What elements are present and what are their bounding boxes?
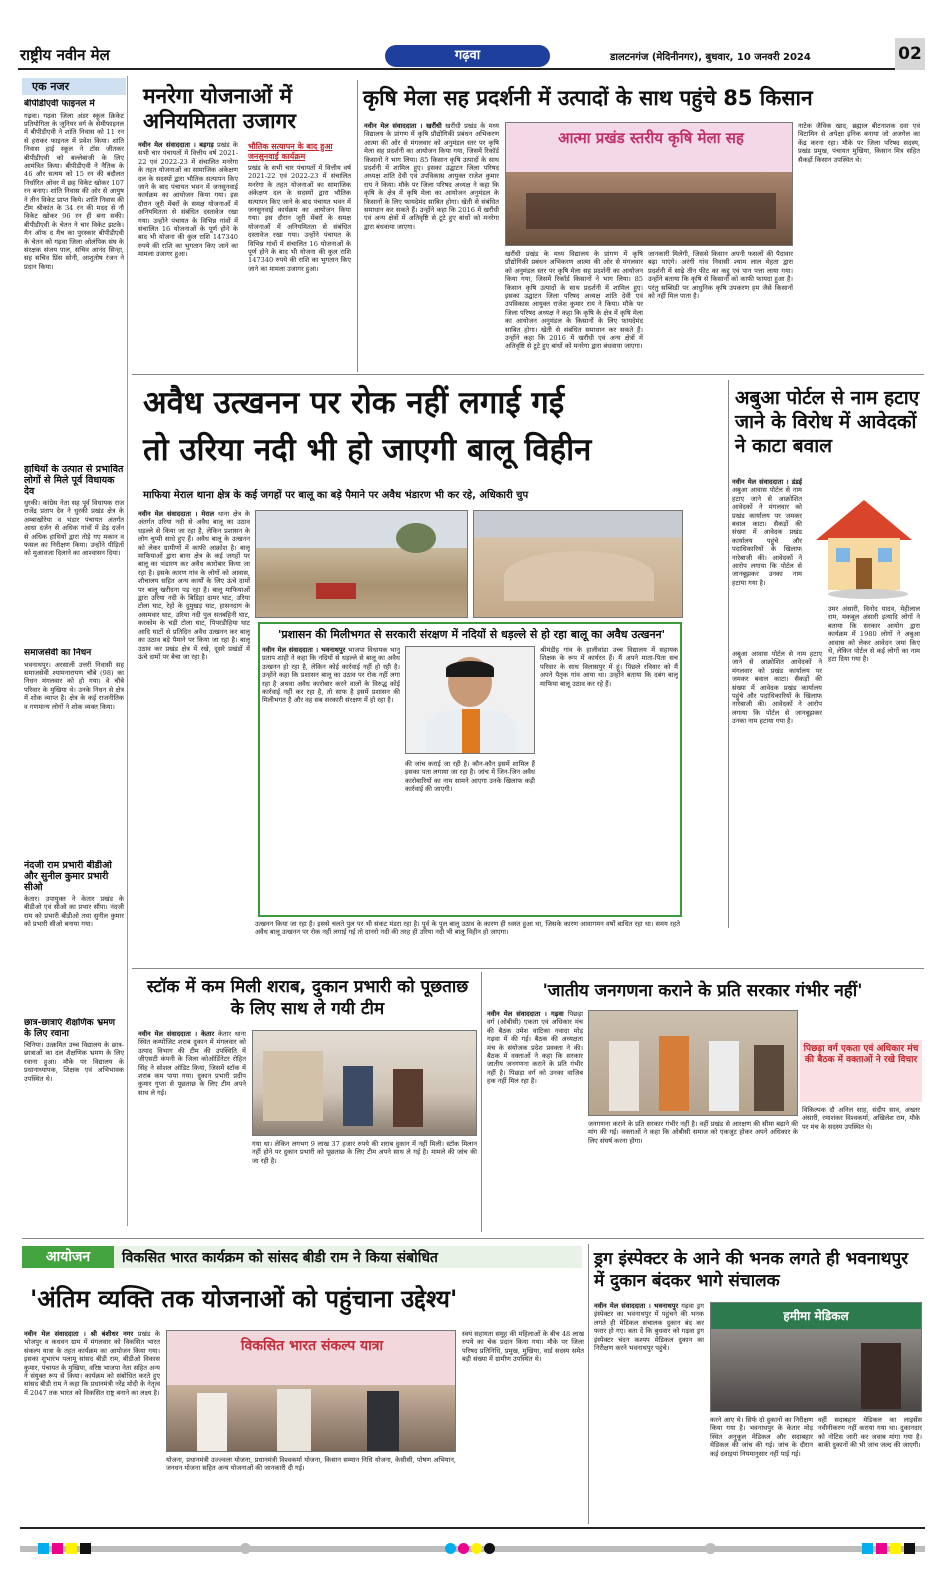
jatiya-body-col2 — [588, 1120, 798, 1232]
sidebar-item-headline: नंदजी राम प्रभारी बीडीओ और सुनील कुमार प्रभारी सीओ — [24, 860, 112, 893]
sidebar-item-headline: हाथियों के उत्पात से प्रभावित लोगों से मिले पूर्व विधायक देव — [24, 464, 124, 497]
obc-subhead-box — [800, 1040, 922, 1102]
registration-yellow — [66, 1543, 77, 1554]
article-text: स्वयं सहायता समूह की महिलाओं के बीच 48 लाख रुपये का चेक प्रदान किया गया। मौके पर जिला परिषद प्रतिनिधि, प्रमुख, मुखिया, वार्ड सदस्य समेत बड़ी संख्या में ग्रामीण उपस्थित थे। — [462, 1330, 584, 1364]
article-text: गढ़वा ड्रग इंस्पेक्टर का भवनाथपुर में पहुंचने की भनक लगते ही मेडिकल संचालक दुकान बंद कर फरार हो गए। बता दें कि बुधवार को गढ़वा ड्रग इंस्पेक्टर चंदन कश्यप मेडिकल दुकान का निरीक्षण करने भवनाथपुर पहुंचे। — [594, 1302, 704, 1353]
sand-mining-photo-2 — [473, 510, 683, 618]
jatiya-headline: 'जातीय जनगणना कराने के प्रति सरकार गंभीर नहीं' — [542, 981, 863, 1001]
sharab-headline: स्टॉक में कम मिली शराब, दुकान प्रभारी को पूछताछ के लिए साथ ले गयी टीम — [146, 977, 469, 1019]
registration-dot-cyan — [445, 1543, 456, 1554]
sharab-body — [138, 1030, 246, 1230]
person — [343, 1066, 373, 1126]
stage-people — [526, 193, 776, 229]
hair — [446, 661, 494, 677]
drug-body-col3 — [818, 1416, 922, 1522]
article-text: नाटेक जैविक खाद, ब्रह्माल बीटनाशक दवा एवं विटामिन से अपेक्षा इनिक बनाया जो अजगेल का केंद्र करना रहा। मौके पर जिला परिषद सदस्य, प्रखंड प्रमुख, पंचायत मुखिया, किसान मित्र सहित सैकड़ों किसान उपस्थित थे। — [798, 122, 920, 164]
krishi-headline: कृषि मेला सह प्रदर्शनी में उत्पादों के साथ पहुंचे 85 किसान — [363, 86, 813, 110]
article-text: भाजपा विधायक भानु प्रताप शाही ने कहा कि नदियों से धड़ल्ले से बालू का अवैध उत्खनन हो रहा है, लेकिन कोई कार्रवाई नहीं हो रही है। उन्होंने कहा कि प्रशासन बालू का उठाव पर रोक नहीं लगा रहा है अथवा अवैध कारोबार करने वालों के विरुद्ध कोई कार्रवाई नहीं कर रहा है, तो साफ है इसमें प्रशासन की मिलीभगत है और वह सब सरकारी संरक्षण में हो रहा है। — [262, 646, 400, 705]
krishi-body — [364, 122, 499, 372]
medical-shop-photo — [710, 1302, 922, 1412]
dateline: डालटनगंज (मेदिनीनगर), बुधवार, 10 जनवरी 2024 — [610, 52, 811, 63]
article-text: अबुआ आवास पोर्टल से नाम हटाए जाने से आक्रोशित आवेदकों ने मंगलवार को प्रखंड कार्यालय पर जमकर बवाल काटा। सैकड़ों की संख्या में आवेदक प्रखंड कार्यालय पहुंचे और पदाधिकारियों के खिलाफ नारेबाजी की। आवेदकों ने आरोप लगाया कि पोर्टल से जानबूझकर उनका नाम हटाया गया है। — [732, 486, 802, 587]
registration-dot-magenta — [458, 1543, 469, 1554]
mnrega-body-col2 — [248, 164, 351, 371]
mnrega-body — [138, 141, 238, 371]
sidebar-item-body: भवनाथपुर। अरसाली उत्तरी निवासी सह समाजसेवी श्यामनारायण चौबे (98) का निधन मंगलवार को हो गया। वे चौबे परिवार के मुखिया थे। उनके निधन से क्षेत्र में शोक व्याप्त है। क्षेत्र के कई राजनीतिक व गणमान्य लोगों ने शोक व्यक्त किया। — [24, 660, 124, 711]
sidebar-item-headline: बीपीडीएवी फाइनल में — [24, 99, 95, 109]
obc-box-title: पिछड़ा वर्ग एकता एवं अधिकार मंच की बैठक में वक्ताओं ने रखे विचार — [803, 1044, 919, 1065]
house-illustration-icon — [808, 490, 920, 600]
jatiya-body-col3 — [802, 1106, 920, 1232]
antim-body-col2 — [166, 1456, 456, 1522]
krishi-mela-photo — [505, 122, 793, 246]
sidebar-item-headline: समाजसेवी का निधन — [24, 648, 92, 658]
drug-headline: ड्रग इंस्पेक्टर के आने की भनक लगते ही भवनाथपुर में दुकान बंदकर भागे संचालक — [594, 1249, 909, 1291]
balu-body — [138, 510, 250, 927]
registration-yellow — [890, 1543, 901, 1554]
drug-body — [594, 1302, 704, 1522]
photo-banner-text: विकसित भारत संकल्प यात्रा — [240, 1338, 384, 1354]
byline: नवीन मेल संवाददाता । केतार — [138, 1030, 215, 1038]
abua-body-col2 — [732, 650, 822, 928]
sidebar-item-body: केतार। उपायुक्त ने केतार प्रखंड के बीडीओ एवं सीओ का प्रभार सौंपा। नंदजी राम को प्रभारी बीडीओ तथा सुनील कुमार को प्रभारी सीओ बनाया गया। — [24, 895, 124, 929]
mnrega-subhead: भौतिक सत्यापन के बाद हुआ जनसुनवाई कार्यक्रम — [248, 141, 333, 161]
byline: नवीन मेल संवाददाता । बड़गड़ — [138, 141, 214, 149]
saffron-scarf — [462, 709, 480, 754]
byline: नवीन मेल संवाददाता । श्री बंशीधर नगर — [24, 1330, 134, 1338]
sand-mining-photo-1 — [255, 510, 468, 618]
registration-black — [904, 1543, 915, 1554]
balu-headline-line2: तो उरिया नदी भी हो जाएगी बालू विहीन — [143, 432, 592, 468]
sand-pile — [504, 551, 654, 601]
registration-magenta — [876, 1543, 887, 1554]
sidebar-item-4 — [24, 860, 124, 1015]
balu-subhead: माफिया मेराल थाना क्षेत्र के कई जगहों पर बालू का बड़े पैमाने पर अवैध भंडारण भी कर रहे, अधिकारी चुप — [143, 490, 529, 501]
tractor — [316, 583, 356, 599]
person — [709, 1041, 739, 1111]
registration-cyan — [862, 1543, 873, 1554]
article-text: प्रखंड के सभी चार पंचायतों में वित्तीय वर्ष 2021-22 एवं 2022-23 में संचालित मनरेगा के तहत योजनाओं का सामाजिक अंकेक्षण दल के सदस्यों द्वारा भौतिक सत्यापन किए जाने के बाद पंचायत भवन में जनसुनवाई कार्यक्रम का आयोजन किया गया। इस दौरान जूरी मेंबरों के समक्ष योजनाओं में अनियमितता से संबंधित दस्तावेज रखा गया। उन्होंने पंचायत के विभिन्न गांवों में संचालित 16 योजनाओं के पूर्ण होने के बाद भी योजना की कुल राशि 147340 रुपये की राशि का भुगतान किए जाने का मामला उजागर हुआ। — [138, 141, 238, 259]
footer-rule — [20, 1527, 925, 1529]
article-text: पिछड़ा वर्ग (ओबीसी) एकता एवं अधिकार मंच की बैठक उमेश वाटिका नवादा मोड़ गढ़वा में की गई। बैठक की अध्यक्षता मंच के संयोजक प्रदेश प्रवक्ता ने की। बैठक में वक्ताओं ने कहा कि सरकार जातीय जनगणना कराने के प्रति गंभीर नहीं है। पिछड़ा वर्ग को उनका वाजिब हक नहीं मिल रहा है। — [487, 1010, 583, 1086]
balu-headline-line1: अवैध उत्खनन पर रोक नहीं लगाई गई — [143, 385, 565, 421]
article-text: उमर अंसारी, विनोद यादव, मेहीलाल राम, मकबूल अंसारी इत्यादि लोगों ने बताया कि सरकार आयोग द्वारा कार्यक्रम में 1980 लोगों ने अबुआ आवास को लेकर आवेदन जमा किए थे, लेकिन पोर्टल से कई लोगों का नाम हटा दिया गया है। — [828, 605, 920, 664]
sharab-body-col2 — [252, 1140, 477, 1230]
abua-headline: अबुआ पोर्टल से नाम हटाए जाने के विरोध में आवेदकों ने काटा बवाल — [735, 387, 920, 457]
byline: नवीन मेल संवाददाता । डंडई — [732, 478, 802, 486]
article-text: की जांच कराई जा रही है। कौन-कौन इसमें शामिल हैं इसका पता लगाया जा रहा है। जांच में जिन-जिन अवैध कारोबारियों का नाम सामने आएगा उनके खिलाफ कड़ी कार्रवाई की जाएगी। — [405, 760, 535, 794]
sidebar-item-3 — [24, 648, 124, 858]
person-portrait-icon — [405, 646, 535, 754]
shelf — [263, 1051, 323, 1121]
registration-magenta — [52, 1543, 63, 1554]
quote-body-col3 — [540, 646, 678, 914]
article-text: जानकारी मिलेगी, जिससे किसान अपनी फसलों की पैदावार बढ़ा पाएंगे। अरंगी गांव निवासी श्याम लाल मेहता द्वारा प्रदर्शनी में साढ़े तीन फीट का कद्दू एवं पान पत्ता लाया गया। उन्होंने बताया कि कृषि से किसानों को काफी फायदा हुआ है। परंतु सब्सिडी पर आधुनिक कृषि उपकरण हम जैसे किसानों को नहीं मिल पाता है। — [648, 250, 793, 301]
jatiya-body — [487, 1010, 583, 1232]
byline: नवीन मेल संवाददाता । मेराल — [138, 510, 215, 518]
obc-meeting-photo — [588, 1010, 798, 1116]
antim-headline: 'अंतिम व्यक्ति तक योजनाओं को पहुंचाना उद्देश्य' — [30, 1285, 458, 1313]
sidebar-item-2 — [24, 464, 124, 634]
sidebar-item-5 — [24, 1018, 124, 1228]
article-text: खरौंधी प्रखंड के मध्य विद्यालय के प्रांगण में कृषि प्रौद्योगिकी प्रबंधन अभिकरण आत्मा की ओर से मंगलवार को अनुमंडल स्तर पर कृषि मेला सह प्रदर्शनी का आयोजन किया गया, जिसमें रिकॉर्ड किसानों ने भाग लिया। 85 किसान कृषि उत्पादों के साथ प्रदर्शनी में शामिल हुए। इसका उद्घाटन जिला परिषद अध्यक्ष शांति देवी एवं उपविकास आयुक्त राजेश कुमार राय ने किया। मौके पर जिला परिषद अध्यक्ष ने कहा कि कृषि के क्षेत्र में कृषि मेला का आयोजन अनुमंडल के किसानों के लिए फायदेमंद साबित होगा। खेती से संबंधित समाधान कर सकते हैं। उन्होंने कहा कि 2016 में खरौंधी एवं अन्य क्षेत्रों में अतिवृष्टि से टूटे हुए बांधों को मनरेगा द्वारा बंधवाया जाएगा। — [364, 122, 499, 231]
sidebar-item-body: चिनिया। उत्क्रमित उच्च विद्यालय के छात्र-छात्राओं का दल शैक्षणिक भ्रमण के लिए रवाना हुआ। मौके पर विद्यालय के प्रधानाध्यापक, शिक्षक एवं अभिभावक उपस्थित थे। — [24, 1041, 124, 1083]
quote-box-title: 'प्रशासन की मिलीभगत से सरकारी संरक्षण में नदियों से धड़ल्ले से हो रहा बालू का अवैध उत्खनन' — [277, 628, 666, 641]
article-text: गया था। लेकिन लगभग 9 लाख 37 हजार रुपये की शराब दुकान में नहीं मिली। स्टॉक मिलान नहीं होने पर दुकान प्रभारी को पूछताछ के लिए टीम अपने साथ ले गई है। मामले की जांच की जा रही है। — [252, 1140, 477, 1165]
person — [659, 1036, 689, 1111]
drug-body-col2 — [710, 1416, 813, 1522]
registration-dot — [705, 1543, 716, 1554]
sidebar-item-body: धुरकी। कांग्रेस नेता सह पूर्व विधायक राज राजेंद्र प्रताप देव ने धुरकी प्रखंड क्षेत्र के अम्बाखोरेया व भंडार पंचायत अंतर्गत आधा दर्जन से अधिक गांवों में डेढ़ दर्जन से अधिक हाथियों द्वारा तोड़े गए मकान व फसल का निरीक्षण किया। उन्होंने पीड़ितों को मुआवजा दिलाने का आश्वासन दिया। — [24, 499, 124, 558]
sidebar-item-headline: छात्र-छात्राएं शैक्षणिक भ्रमण के लिए रवाना — [24, 1018, 116, 1039]
page-number: 02 — [895, 38, 925, 70]
shop-sign-text: हमीमा मेडिकल — [783, 1309, 849, 1323]
article-text: वहीं सदाबहार मेडिकल का लाइसेंस नवीनीकरण नहीं कराया गया था। दुकानदार को नोटिस जारी कर जवाब मांगा गया है। बाकी दुकानों की भी जांच जल्द की जाएगी। — [818, 1416, 922, 1450]
article-text: जनगणना कराने के प्रति सरकार गंभीर नहीं है। वहीं प्रखंड से आरक्षण की सीमा बढ़ाने की मांग की गई। वक्ताओं ने कहा कि ओबीसी समाज को एकजुट होकर अपने अधिकार के लिए संघर्ष करना होगा। — [588, 1120, 798, 1145]
byline: नवीन मेल संवाददाता । खरौंधी — [364, 122, 442, 130]
person — [277, 1389, 311, 1451]
byline: नवीन मेल संवाददाता । भवनाथपुर — [594, 1302, 679, 1310]
tree — [396, 523, 436, 553]
sidebar-item-1 — [24, 99, 124, 409]
quote-body-col2 — [405, 760, 535, 914]
person — [861, 1343, 901, 1409]
krishi-body-col4 — [798, 122, 920, 372]
aayojan-banner-title: विकसित भारत कार्यक्रम को सांसद बीडी राम ने किया संबोधित — [122, 1250, 438, 1266]
abua-body-col3 — [828, 605, 920, 928]
registration-dot — [240, 1543, 251, 1554]
mnrega-headline: मनरेगा योजनाओं में अनियमितता उजागर — [143, 84, 296, 133]
sidebar-label: एक नजर — [22, 78, 126, 95]
aayojan-tag: आयोजन — [22, 1246, 114, 1268]
article-text: उत्खनन किया जा रहा है। इससे चलते पुल पर भी संकट मंडरा रहा है। पुर्व के पुल बालू उठाव के कारण ही ध्वस्त हुआ था, जिसके कारण आवागमन वर्षों बाधित रहा था। समय रहते अवैध बालू उत्खनन पर रोक नहीं लगाई गई तो दानरो नदी की तरह ही उरिया नदी भी बालू विहीन हो जाएगा। — [255, 920, 680, 937]
registration-dot-yellow — [471, 1543, 482, 1554]
article-text: थाना क्षेत्र के अंतर्गत उरिया नदी से अवैध बालू का उठाव धड़ल्ले से किया जा रहा है, लेकिन प्रशासन के लोग चुप्पी साधे हुए हैं। अवैध बालू के उत्खनन को लेकर ग्रामीणों में काफी आक्रोश है। बालू माफियाओं द्वारा बाना क्षेत्र के कई जगहों पर बालू का भंडारण कर अवैध कारोबार किया जा रहा है। इसके कारण गांव के लोगों को आवास, शौचालय सहित अन्य कार्यों के लिए ऊंचे दामों पर बालू खरीदना पड़ रहा है। बालू माफियाओं द्वारा उरिया नदी के बिडिहा दामर घाट, उरिया टोला घाट, रेहो के दुमुखड़ घाट, हासनदाग के असमवार घाट, उरिया नदी पुल सतबहिनी घाट, करकोम के चड़ी टोला घाट, पिपरडीहिया घाट आदि घाटों से प्रतिदिन अवैध उत्खनन कर बालू का उठाव बड़े पैमाने पर किया जा रहा है। बालू उठाव कर प्रखंड क्षेत्र में रखे, दूसरे प्रखंडों में ऊंचे दामों पर बेचा जा रहा है। — [138, 510, 250, 661]
section-label: गढ़वा — [385, 45, 550, 67]
krishi-body-col2 — [505, 250, 643, 372]
person — [754, 1045, 784, 1111]
banner-text: आत्मा प्रखंड स्तरीय कृषि मेला सह — [558, 129, 744, 147]
article-text: प्रखंड के सभी चार पंचायतों में वित्तीय वर्ष 2021-22 एवं 2022-23 में संचालित मनरेगा के तहत योजनाओं का सामाजिक अंकेक्षण दल के सदस्यों द्वारा भौतिक सत्यापन किए जाने के बाद पंचायत भवन में जनसुनवाई कार्यक्रम का आयोजन किया गया। इस दौरान जूरी मेंबरों के समक्ष योजनाओं में अनियमितता से संबंधित दस्तावेज रखा गया। उन्होंने पंचायत के विभिन्न गांवों में संचालित 16 योजनाओं के पूर्ण होने के बाद भी योजना की कुल राशि 147340 रुपये की राशि का भुगतान किए जाने का मामला उजागर हुआ। — [248, 164, 351, 273]
person — [609, 1041, 639, 1111]
registration-black — [80, 1543, 91, 1554]
krishi-body-col3 — [648, 250, 793, 372]
article-text: अबुआ आवास पोर्टल से नाम हटाए जाने से आक्रोशित आवेदकों ने मंगलवार को प्रखंड कार्यालय पर जमकर बवाल काटा। सैकड़ों की संख्या में आवेदक प्रखंड कार्यालय पहुंचे और पदाधिकारियों के खिलाफ नारेबाजी की। आवेदकों ने आरोप लगाया कि पोर्टल से जानबूझकर उनका नाम हटाया गया है। — [732, 650, 822, 726]
viksit-bharat-photo — [166, 1330, 456, 1452]
newspaper-logo: राष्ट्रीय नवीन मेल — [20, 46, 110, 64]
byline: नवीन मेल संवाददाता । भवनाथपुर — [262, 646, 346, 654]
person — [367, 1391, 399, 1451]
abua-body — [732, 478, 802, 648]
balu-body-bottom — [255, 920, 680, 965]
quote-body — [262, 646, 400, 914]
article-text: केतार थाना स्थित कम्पोजिट शराब दुकान में मंगलवार को उत्पाद विभाग की टीम की उपस्थिति में जीएसटी कंपनी के जिला कोऑर्डिनेटर रोहित सिंह ने सोशल ऑडिट किया, जिसमें स्टॉक में शराब कम पाया गया। दुकान प्रभारी प्रदीप कुमार गुप्ता से पूछताछ के लिए टीम अपने साथ ले गई। — [138, 1030, 246, 1097]
byline: नवीन मेल संवाददाता । गढ़वा — [487, 1010, 564, 1018]
article-text: करने आए थे। सिर्फ दो दुकानों का निरीक्षण किया गया है। भवनाथपुर के केतार मोड़ स्थित अनुकूल मेडिकल और सदाबहार मेडिकल की जांच की गई। जांच के दौरान कई दवाइयां नियमानुसार नहीं पाई गई। — [710, 1416, 813, 1458]
antim-body — [24, 1330, 160, 1522]
person — [393, 1069, 423, 1127]
antim-body-col3 — [462, 1330, 584, 1522]
article-text: श्रीमंडीह गांव के हालीवांडा उच्च विद्यालय में सहायक शिक्षक के रूप में कार्यरत हैं। मैं अपने माता-पिता सच परिवार के साथ विलासपुर में हूं। पिछले रविवार को मैं अपने पैतृक गांव आया था। उन्होंने बताया कि दबंग बालू माफिया बालू उठाव कर रहे हैं। — [540, 646, 678, 688]
person — [197, 1393, 227, 1451]
article-text: विकिल्पक दौ अनिल साह, संदीप साव, अख्तर अंसारी, रमाशंकर विश्वकर्मा, अखिलेश राम, मौके पर मंच के सदस्य उपस्थित थे। — [802, 1106, 920, 1131]
sidebar-item-body: गढ़वा। गढ़वा जिला अंडर स्कूल क्रिकेट प्रतियोगिता के जूनियर वर्ग के सेमीफाइनल में बीपीडीएवी ने शांति निवास को 11 रन से हराकर फाइनल में प्रवेश किया। शांति निवास हाई स्कूल ने टॉस जीतकर बीपीडीएवी को बल्लेबाजी के लिए आमंत्रित किया। बीपीडीएवी ने नैतिक के 46 और सत्यम को 15 रन की बदौलत निर्धारित ओवर में छह विकेट खोकर 107 रन बनाए। शांति निवास की ओर से आयुष ने तीन विकेट प्राप्त किये। शांति निवास की टीम श्रीकांत के 34 रन की मदद से नौ विकेट खोकर 96 रन ही बना सकी। बीपीडीएवी के चेतन ने चार विकेट झटके। मैन ऑफ द मैच का पुरस्कार बीपीडीएवी के चेतन को गढ़वा जिला ओलंपिक संघ के संरक्षक संजय पाल, सचिव आनंद सिन्हा, सह सचिव प्रिंस सोनी, आशुतोष रंजन ने प्रदान किया। — [24, 111, 124, 271]
article-text: खरौंधी प्रखंड के मध्य विद्यालय के प्रांगण में कृषि प्रौद्योगिकी प्रबंधन अभिकरण आत्मा की ओर से मंगलवार को अनुमंडल स्तर पर कृषि मेला सह प्रदर्शनी का आयोजन किया गया, जिसमें रिकॉर्ड किसानों ने भाग लिया। 85 किसान कृषि उत्पादों के साथ प्रदर्शनी में शामिल हुए। इसका उद्घाटन जिला परिषद अध्यक्ष शांति देवी एवं उपविकास आयुक्त राजेश कुमार राय ने किया। मौके पर जिला परिषद अध्यक्ष ने कहा कि कृषि के क्षेत्र में कृषि मेला का आयोजन अनुमंडल के किसानों के लिए फायदेमंद साबित होगा। खेती से संबंधित समाधान कर सकते हैं। उन्होंने कहा कि 2016 में खरौंधी एवं अन्य क्षेत्रों में अतिवृष्टि से टूटे हुए बांधों को मनरेगा द्वारा बंधवाया जाएगा। — [505, 250, 643, 351]
registration-dot-black — [484, 1543, 495, 1554]
liquor-shop-photo — [252, 1030, 477, 1136]
article-text: प्रखंड के भोजपुर व कधवन ग्राम में मंगलवार को विकसित भारत संकल्प यात्रा के तहत कार्यक्रम का आयोजन किया गया। इसका शुभारंभ पलामू सांसद बीडी राम, बीडीओ विकास कुमार, पंचायत के मुखिया, वरिष्ठ भाजपा नेता सहित अन्य ने संयुक्त रूप से किया। कार्यक्रम को संबोधित करते हुए सांसद बीडी राम ने कहा कि प्रधानमंत्री नरेंद्र मोदी के नेतृत्व में 2047 तक भारत को विकसित राष्ट्र बनाने का लक्ष्य है। — [24, 1330, 160, 1397]
registration-cyan — [38, 1543, 49, 1554]
article-text: योजना, प्रधानमंत्री उज्ज्वला योजना, प्रधानमंत्री विश्वकर्मा योजना, किसान सम्मान निधि योजना, केसीसी, पोषण अभियान, जनधन योजना सहित अन्य योजनाओं की जानकारी दी गई। — [166, 1456, 456, 1473]
